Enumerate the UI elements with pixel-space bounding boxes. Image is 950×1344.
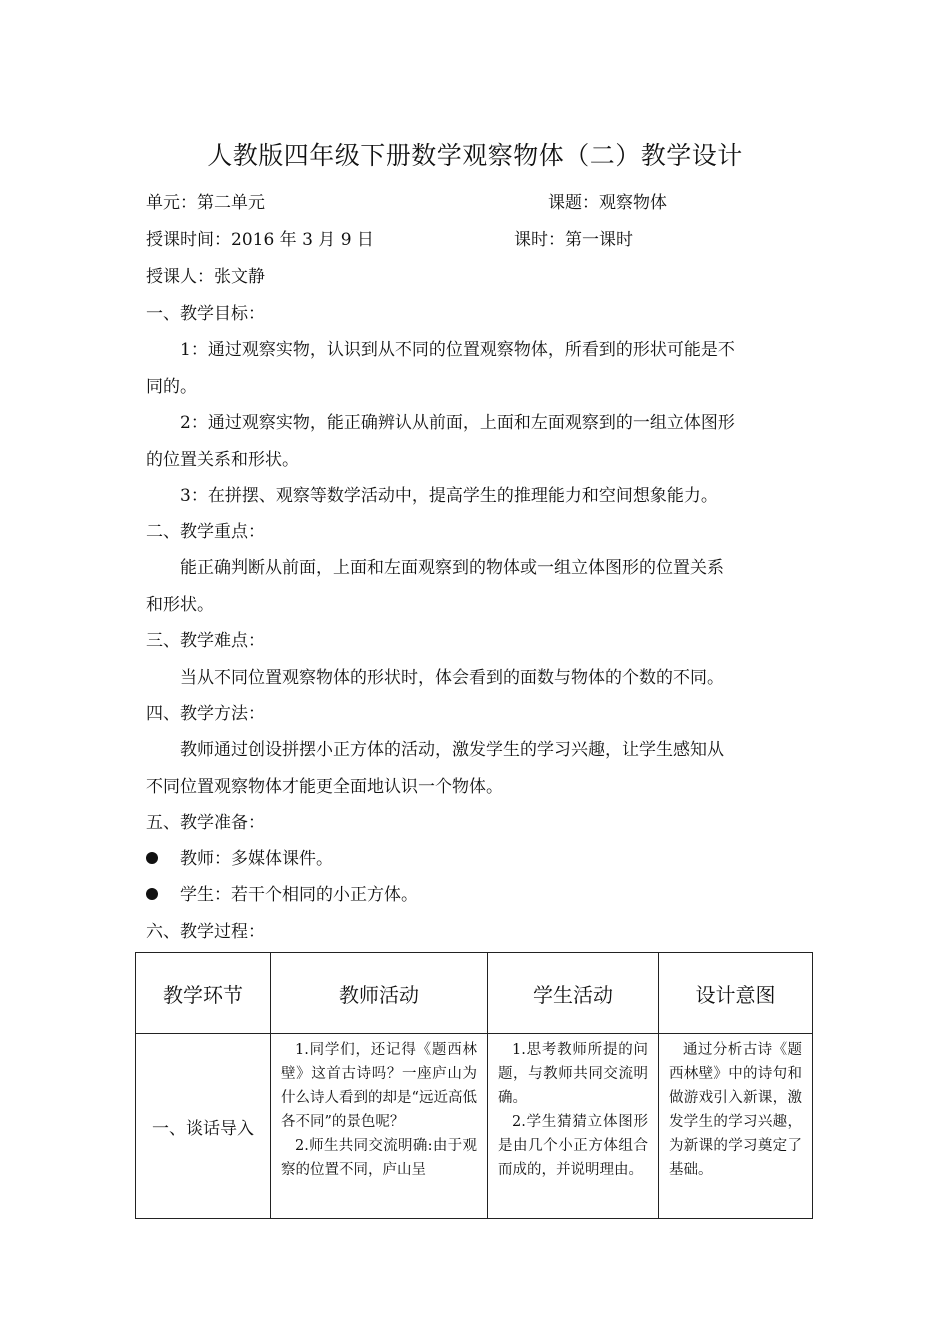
method-heading: 四、教学方法： (146, 704, 265, 724)
prep-teacher-text: 教师：多媒体课件。 (180, 849, 333, 869)
process-heading: 六、教学过程： (146, 922, 265, 942)
objective-1-line-2: 同的。 (146, 377, 197, 397)
table-row (136, 1034, 813, 1219)
header-stage: 教学环节 (136, 953, 271, 1034)
student-activity-2: 2.学生猜猜立体图形是由几个小正方体组合而成的，并说明理由。 (498, 1114, 648, 1178)
bullet-icon (146, 888, 158, 900)
teacher-name: 授课人：张文静 (146, 267, 265, 287)
key-points-heading: 二、教学重点： (146, 522, 265, 542)
header-teacher-activity: 教师活动 (271, 953, 488, 1034)
prep-heading: 五、教学准备： (146, 813, 265, 833)
design-intent-text: 通过分析古诗《题西林壁》中的诗句和做游戏引入新课，激发学生的学习兴趣，为新课的学习奠定了基础。 (669, 1042, 802, 1178)
teacher-activity-cell (271, 1034, 488, 1219)
table-header-row (136, 953, 813, 1034)
objective-1-line-1: 1：通过观察实物，认识到从不同的位置观察物体，所看到的形状可能是不 (180, 340, 735, 360)
key-points-line-1: 能正确判断从前面，上面和左面观察到的物体或一组立体图形的位置关系 (180, 558, 724, 578)
difficulty-text: 当从不同位置观察物体的形状时，体会看到的面数与物体的个数的不同。 (180, 668, 724, 688)
prep-student-text: 学生：若干个相同的小正方体。 (180, 885, 418, 905)
bullet-icon (146, 852, 158, 864)
teacher-activity-1: 1.同学们，还记得《题西林壁》这首古诗吗？一座庐山为什么诗人看到的却是“远近高低各不同”的景色呢？ (281, 1042, 477, 1130)
objectives-heading: 一、教学目标： (146, 304, 265, 324)
objective-2-line-1: 2：通过观察实物，能正确辨认从前面，上面和左面观察到的一组立体图形 (180, 413, 735, 433)
key-points-line-2: 和形状。 (146, 595, 214, 615)
objective-2-line-2: 的位置关系和形状。 (146, 450, 299, 470)
teacher-activity-2: 2.师生共同交流明确:由于观察的位置不同，庐山呈 (281, 1138, 477, 1178)
lesson-time: 授课时间：2016 年 3 月 9 日 (146, 230, 374, 250)
topic-label: 课题：观察物体 (548, 193, 667, 213)
method-line-1: 教师通过创设拼摆小正方体的活动，激发学生的学习兴趣，让学生感知从 (180, 740, 724, 760)
unit-label: 单元：第二单元 (146, 193, 265, 213)
prep-student-item (146, 884, 418, 906)
difficulty-heading: 三、教学难点： (146, 631, 265, 651)
header-design-intent: 设计意图 (659, 953, 813, 1034)
student-activity-cell (488, 1034, 659, 1219)
teaching-process-table (135, 952, 813, 1219)
student-activity-1: 1.思考教师所提的问题，与教师共同交流明确。 (498, 1042, 648, 1106)
objective-3: 3：在拼摆、观察等数学活动中，提高学生的推理能力和空间想象能力。 (180, 486, 718, 506)
lesson-period: 课时：第一课时 (514, 230, 633, 250)
design-intent-cell (659, 1034, 813, 1219)
method-line-2: 不同位置观察物体才能更全面地认识一个物体。 (146, 777, 503, 797)
stage-cell: 一、谈话导入 (136, 1034, 271, 1219)
header-student-activity: 学生活动 (488, 953, 659, 1034)
prep-teacher-item (146, 848, 333, 870)
document-title: 人教版四年级下册数学观察物体（二）教学设计 (207, 141, 743, 170)
